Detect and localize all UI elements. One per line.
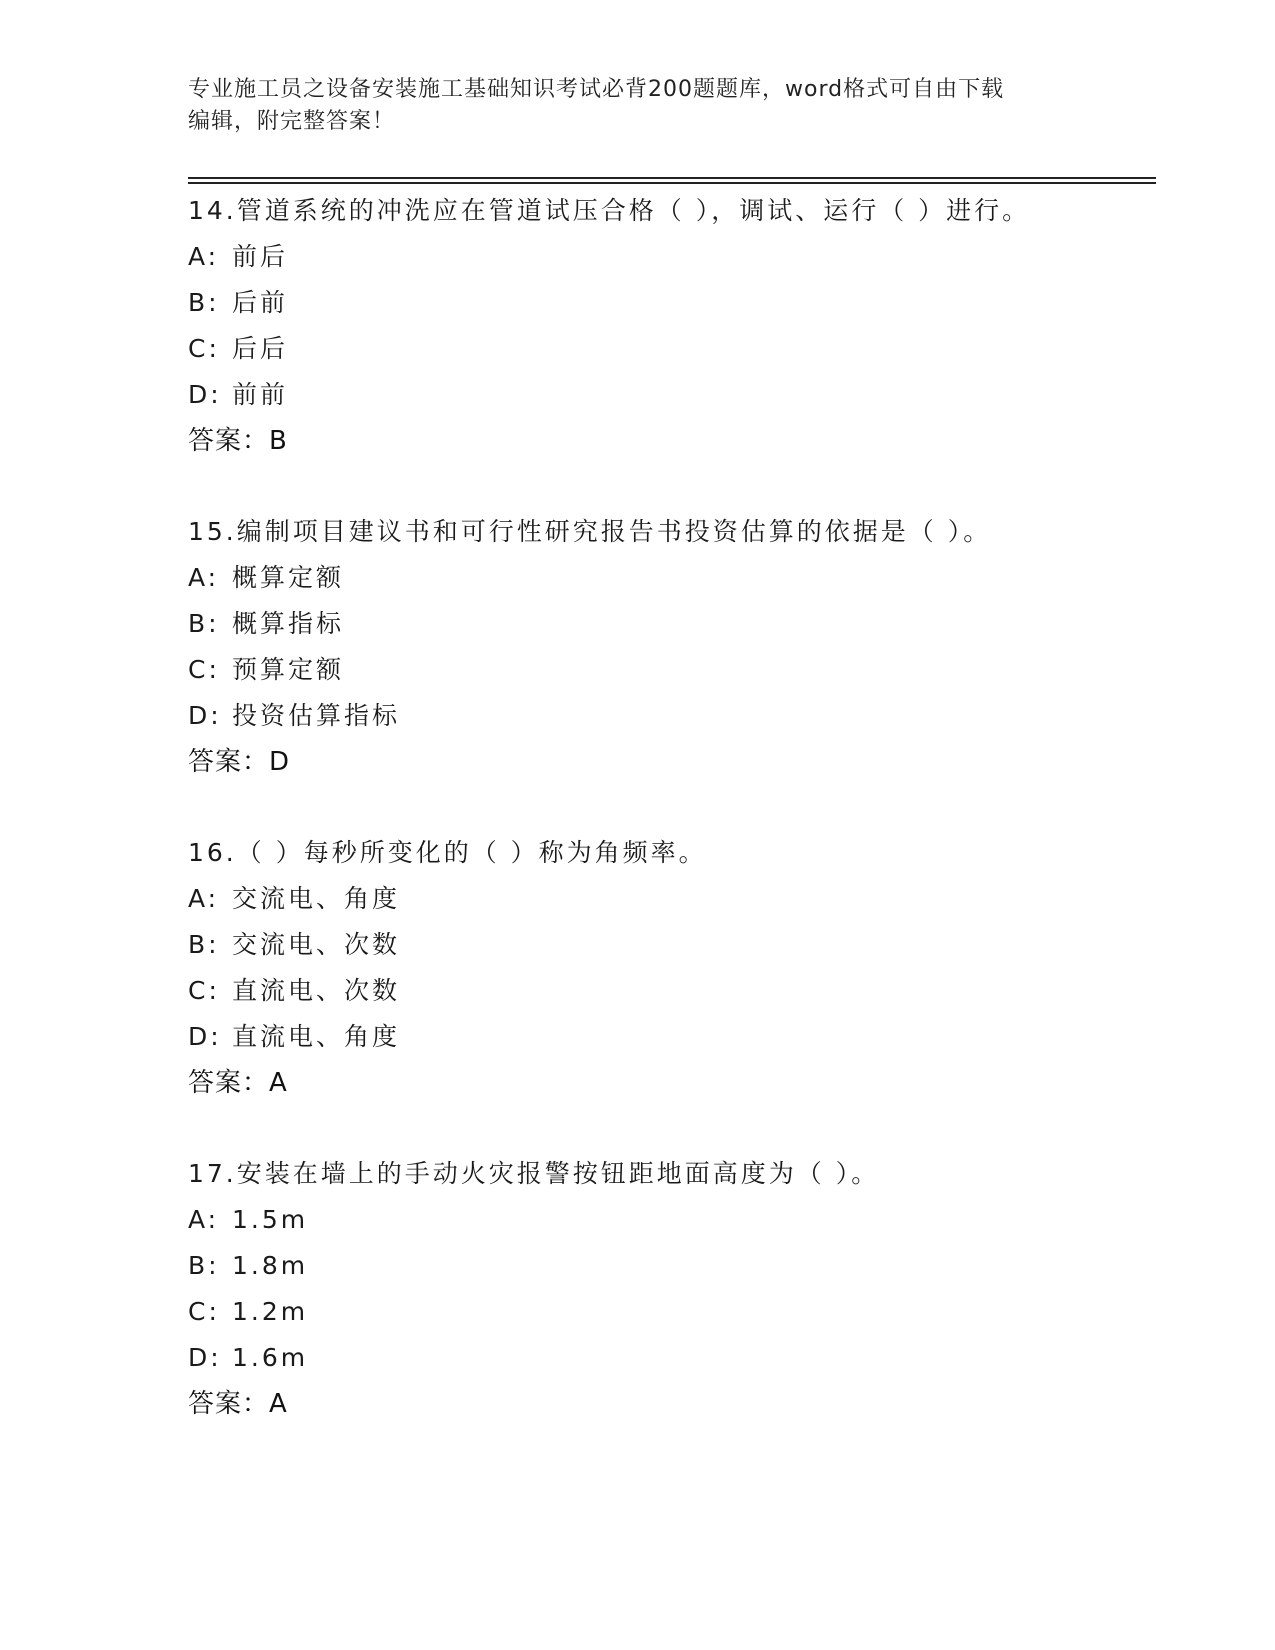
answer-line: 答案：A xyxy=(188,1389,288,1419)
option-key: B: xyxy=(188,930,220,959)
option-c xyxy=(188,1289,1148,1335)
document-header xyxy=(188,74,1068,138)
option-d xyxy=(188,372,1148,418)
option-key: C: xyxy=(188,655,220,684)
answer-line: 答案：D xyxy=(188,747,291,777)
option-a xyxy=(188,876,1148,922)
option-text: 交流电、角度 xyxy=(232,884,401,913)
option-key: A: xyxy=(188,563,220,592)
option-key: C: xyxy=(188,334,220,363)
option-text: 前后 xyxy=(232,242,289,271)
option-key: A: xyxy=(188,242,220,271)
question-block xyxy=(188,1151,1148,1427)
option-a xyxy=(188,555,1148,601)
option-text: 概算指标 xyxy=(232,609,345,638)
option-text: 1.6m xyxy=(232,1343,309,1372)
answer-line: 答案：A xyxy=(188,1068,288,1098)
option-key: C: xyxy=(188,1297,220,1326)
option-text: 后前 xyxy=(232,288,289,317)
option-text: 预算定额 xyxy=(232,655,345,684)
option-text: 1.2m xyxy=(232,1297,309,1326)
option-key: D: xyxy=(188,1343,222,1372)
option-text: 直流电、角度 xyxy=(232,1022,401,1051)
option-key: C: xyxy=(188,976,220,1005)
option-text: 交流电、次数 xyxy=(232,930,401,959)
option-key: B: xyxy=(188,288,220,317)
option-key: D: xyxy=(188,380,222,409)
option-key: A: xyxy=(188,884,220,913)
option-c xyxy=(188,968,1148,1014)
option-b xyxy=(188,922,1148,968)
option-d xyxy=(188,1014,1148,1060)
option-key: B: xyxy=(188,609,220,638)
question-title: 15.编制项目建议书和可行性研究报告书投资估算的依据是（ ）。 xyxy=(188,517,992,546)
option-key: D: xyxy=(188,701,222,730)
option-text: 投资估算指标 xyxy=(232,701,401,730)
option-d xyxy=(188,1335,1148,1381)
question-block xyxy=(188,830,1148,1106)
question-block xyxy=(188,509,1148,785)
option-c xyxy=(188,326,1148,372)
option-a xyxy=(188,1197,1148,1243)
option-text: 前前 xyxy=(232,380,289,409)
option-text: 概算定额 xyxy=(232,563,345,592)
option-b xyxy=(188,280,1148,326)
option-key: B: xyxy=(188,1251,220,1280)
option-a xyxy=(188,234,1148,280)
question-title: 14.管道系统的冲洗应在管道试压合格（ ），调试、运行（ ）进行。 xyxy=(188,196,1031,225)
option-text: 1.5m xyxy=(232,1205,309,1234)
question-title: 17.安装在墙上的手动火灾报警按钮距地面高度为（ ）。 xyxy=(188,1159,880,1188)
question-title: 16.（ ）每秒所变化的（ ）称为角频率。 xyxy=(188,838,707,867)
option-b xyxy=(188,1243,1148,1289)
header-divider-bottom xyxy=(188,182,1156,184)
header-line-1: 专业施工员之设备安装施工基础知识考试必背200题题库，word格式可自由下载 xyxy=(188,77,1005,102)
option-c xyxy=(188,647,1148,693)
option-text: 后后 xyxy=(232,334,289,363)
option-d xyxy=(188,693,1148,739)
option-text: 1.8m xyxy=(232,1251,309,1280)
option-key: A: xyxy=(188,1205,220,1234)
option-b xyxy=(188,601,1148,647)
header-line-2: 编辑，附完整答案！ xyxy=(188,109,396,134)
question-block xyxy=(188,188,1148,464)
answer-line: 答案：B xyxy=(188,426,288,456)
option-key: D: xyxy=(188,1022,222,1051)
header-divider-top xyxy=(188,177,1156,179)
option-text: 直流电、次数 xyxy=(232,976,401,1005)
